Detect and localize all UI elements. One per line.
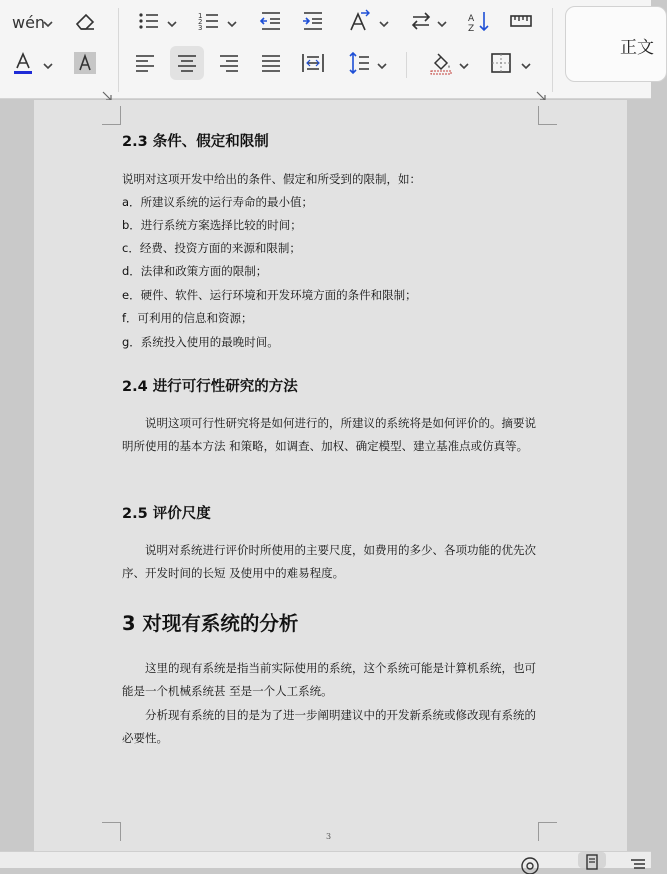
list-item: a．所建议系统的运行寿命的最小值； bbox=[122, 195, 314, 209]
decrease-indent-button[interactable] bbox=[254, 4, 288, 38]
align-center-icon bbox=[175, 51, 199, 75]
page-corner-mark bbox=[102, 106, 121, 125]
distributed-align-button[interactable] bbox=[296, 46, 330, 80]
align-right-button[interactable] bbox=[212, 46, 246, 80]
paint-bucket-icon bbox=[429, 51, 453, 75]
heading-2-5: 2.5 评价尺度 bbox=[122, 506, 211, 522]
svg-text:1: 1 bbox=[198, 12, 203, 20]
borders-button[interactable] bbox=[484, 46, 518, 80]
paragraph: 说明这项可行性研究将是如何进行的，所建议的系统将是如何评价的。摘要说明所使用的基本方法 和策略，如调查、加权、确定模型、建立基准点或仿真等。 bbox=[122, 416, 536, 453]
page-number: 3 bbox=[326, 832, 332, 841]
toolbar-divider bbox=[118, 8, 119, 92]
page-corner-mark bbox=[102, 822, 121, 841]
swap-text-dropdown-icon[interactable] bbox=[436, 15, 448, 27]
toolbar-divider bbox=[552, 8, 553, 92]
indent-icon bbox=[301, 9, 325, 33]
numbered-list-icon bbox=[197, 9, 221, 33]
svg-text:2: 2 bbox=[198, 18, 203, 26]
font-color-button[interactable] bbox=[6, 46, 40, 80]
bullet-list-button[interactable] bbox=[132, 4, 166, 38]
page-corner-mark bbox=[538, 106, 557, 125]
toolbar-divider bbox=[406, 52, 407, 78]
phonetic-guide-button[interactable] bbox=[6, 4, 46, 38]
style-normal-preview[interactable] bbox=[565, 6, 667, 82]
style-normal-label: 正文 bbox=[620, 38, 654, 58]
phonetic-guide-dropdown-icon[interactable] bbox=[42, 15, 54, 27]
font-color-icon bbox=[11, 51, 35, 75]
ribbon-toolbar bbox=[0, 0, 654, 99]
character-shading-button[interactable] bbox=[68, 46, 102, 80]
font-color-dropdown-icon[interactable] bbox=[42, 57, 54, 69]
paragraph: 说明对系统进行评价时所使用的主要尺度，如费用的多少、各项功能的优先次序、开发时间的长短 及使用中的难易程度。 bbox=[122, 543, 536, 580]
svg-text:Z: Z bbox=[468, 24, 475, 34]
text-direction-dropdown-icon[interactable] bbox=[378, 15, 390, 27]
sort-icon bbox=[467, 9, 491, 33]
align-left-icon bbox=[133, 51, 157, 75]
swap-text-button[interactable] bbox=[404, 4, 438, 38]
phonetic-guide-icon bbox=[11, 9, 46, 33]
bullet-list-dropdown-icon[interactable] bbox=[166, 15, 178, 27]
paragraph-shading-dropdown-icon[interactable] bbox=[458, 57, 470, 69]
swap-icon bbox=[409, 9, 433, 33]
text-direction-button[interactable] bbox=[342, 4, 376, 38]
align-right-icon bbox=[217, 51, 241, 75]
focus-mode-icon[interactable] bbox=[520, 854, 540, 868]
numbered-list-dropdown-icon[interactable] bbox=[226, 15, 238, 27]
paragraph: 分析现有系统的目的是为了进一步阐明建议中的开发新系统或修改现有系统的必要性。 bbox=[122, 708, 536, 745]
page-corner-mark bbox=[538, 822, 557, 841]
heading-3: 3 对现有系统的分析 bbox=[122, 612, 299, 635]
line-spacing-icon bbox=[347, 51, 371, 75]
svg-text:3: 3 bbox=[198, 24, 203, 32]
list-item: b．进行系统方案选择比较的时间； bbox=[122, 218, 302, 232]
clear-format-button[interactable] bbox=[68, 4, 102, 38]
text-direction-icon bbox=[347, 9, 371, 33]
bullet-list-icon bbox=[137, 9, 161, 33]
ruler-icon bbox=[509, 9, 533, 33]
svg-text:A: A bbox=[468, 14, 475, 24]
list-item: d．法律和政策方面的限制； bbox=[122, 264, 268, 278]
align-left-button[interactable] bbox=[128, 46, 162, 80]
borders-icon bbox=[489, 51, 513, 75]
heading-2-3: 2.3 条件、假定和限制 bbox=[122, 134, 269, 150]
paragraph: 这里的现有系统是指当前实际使用的系统，这个系统可能是计算机系统，也可能是一个机械系统甚 至是一个人工系统。 bbox=[122, 661, 536, 698]
justify-button[interactable] bbox=[254, 46, 288, 80]
font-dialog-launcher-icon[interactable] bbox=[102, 86, 112, 96]
numbered-list-button[interactable] bbox=[192, 4, 226, 38]
list-item: g．系统投入使用的最晚时间。 bbox=[122, 335, 279, 349]
status-bar bbox=[0, 851, 651, 868]
line-spacing-button[interactable] bbox=[342, 46, 376, 80]
outline-view-icon[interactable] bbox=[628, 854, 648, 868]
page-view-button[interactable] bbox=[578, 852, 606, 868]
sort-button[interactable] bbox=[462, 4, 496, 38]
list-item: f．可利用的信息和资源； bbox=[122, 311, 253, 325]
character-shading-icon bbox=[73, 51, 97, 75]
svg-text:wén: wén bbox=[12, 13, 46, 32]
outdent-icon bbox=[259, 9, 283, 33]
heading-2-4: 2.4 进行可行性研究的方法 bbox=[122, 379, 298, 395]
distributed-align-icon bbox=[301, 51, 325, 75]
borders-dropdown-icon[interactable] bbox=[520, 57, 532, 69]
eraser-icon bbox=[73, 9, 97, 33]
paragraph-dialog-launcher-icon[interactable] bbox=[536, 86, 546, 96]
show-hide-marks-button[interactable] bbox=[504, 4, 538, 38]
align-center-button[interactable] bbox=[170, 46, 204, 80]
line-spacing-dropdown-icon[interactable] bbox=[376, 57, 388, 69]
paragraph-shading-button[interactable] bbox=[424, 46, 458, 80]
increase-indent-button[interactable] bbox=[296, 4, 330, 38]
page-view-icon bbox=[582, 852, 602, 868]
list-item: c．经费、投资方面的来源和限制； bbox=[122, 241, 301, 255]
list-item: e．硬件、软件、运行环境和开发环境方面的条件和限制； bbox=[122, 288, 417, 302]
paragraph: 说明对这项开发中给出的条件、假定和所受到的限制，如： bbox=[122, 172, 421, 186]
document-page[interactable] bbox=[34, 100, 627, 867]
justify-icon bbox=[259, 51, 283, 75]
